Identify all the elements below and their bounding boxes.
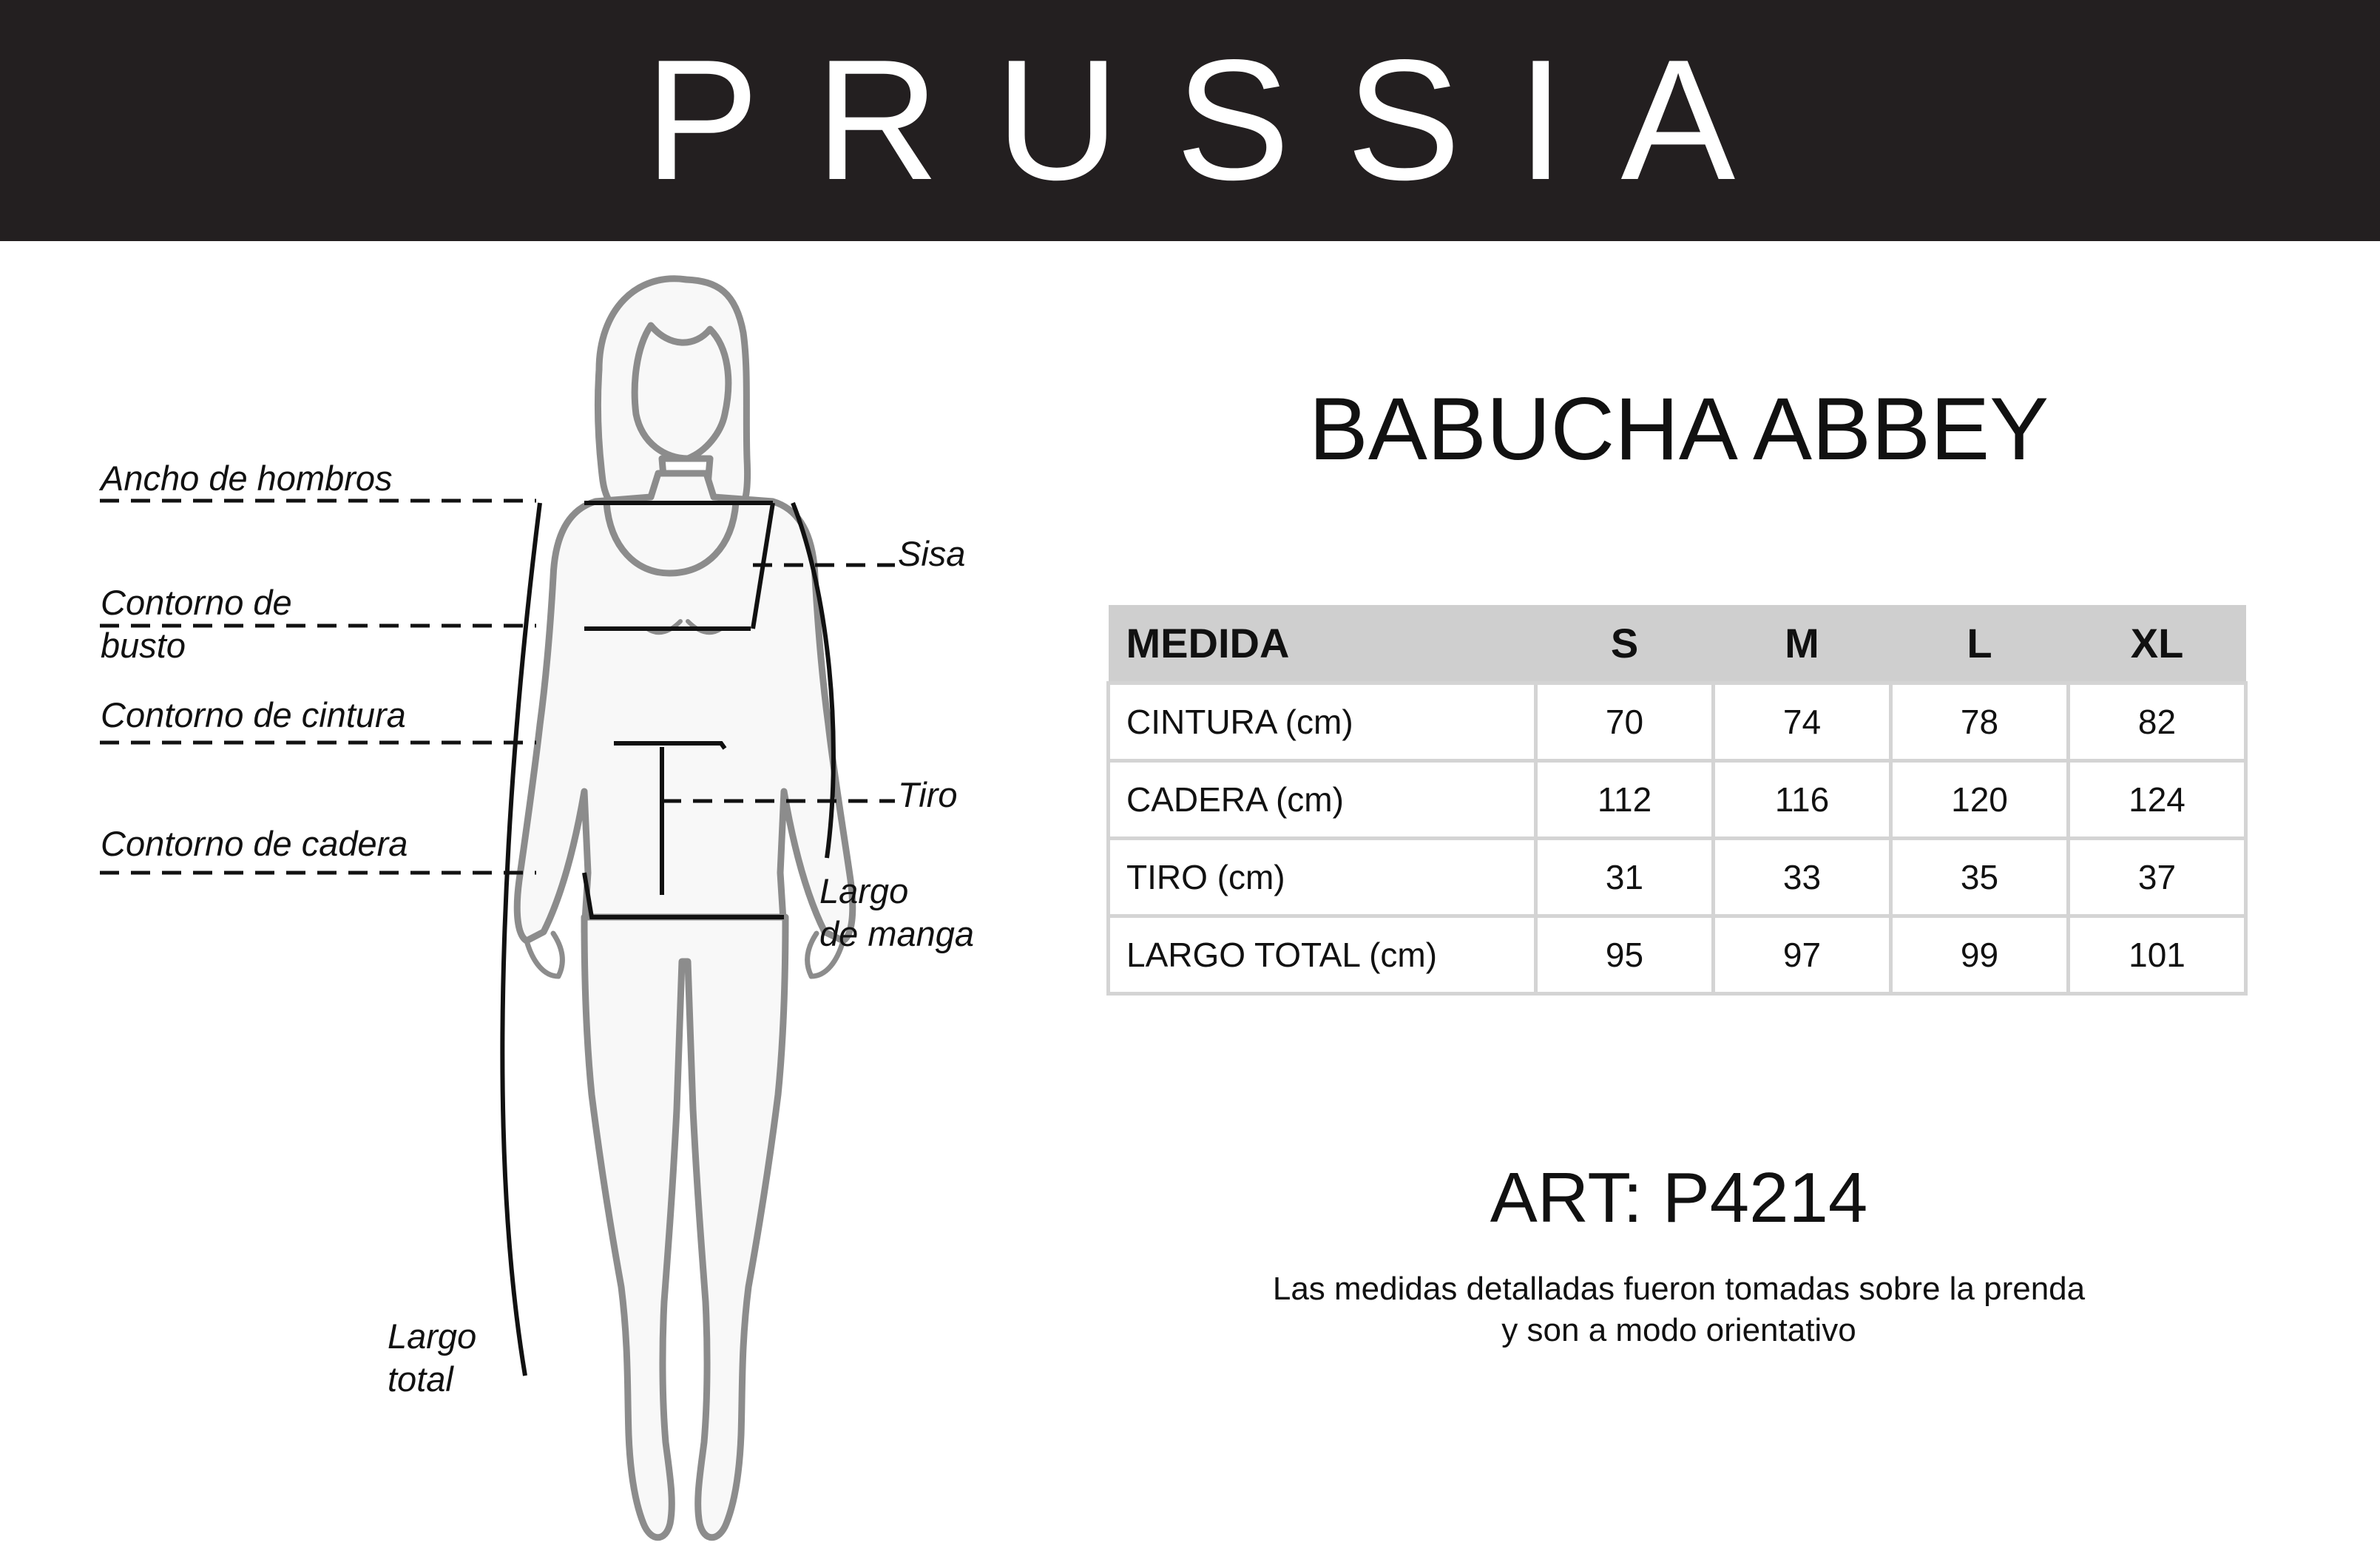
table-cell: 37 [2069,839,2246,916]
table-cell: 78 [1891,683,2069,761]
table-row [1109,839,2246,916]
label-total-length-line1: Largo [388,1316,477,1356]
face-shape [635,325,728,459]
table-row [1109,916,2246,994]
article-code: ART: P4214 [1490,1158,1868,1237]
label-sleeve-line1: Largo [819,871,909,910]
table-row [1109,761,2246,839]
table-cell: 95 [1536,916,1714,994]
note-line-1: Las medidas detalladas fueron tomadas sobre la prenda [1272,1271,2086,1307]
table-cell: 74 [1714,683,1891,761]
label-sleeve-line2: de manga [819,914,975,953]
row-label: CINTURA (cm) [1109,683,1536,761]
header-cell-l: L [1891,605,2069,683]
table-cell: 70 [1536,683,1714,761]
label-bust-line2: busto [101,626,186,665]
note-line-2: y son a modo orientativo [1501,1312,1856,1348]
table-cell: 124 [2069,761,2246,839]
table-cell: 116 [1714,761,1891,839]
torso-shape [517,473,853,941]
measurement-note [1109,1268,2248,1351]
table-cell: 112 [1536,761,1714,839]
table-row [1109,683,2246,761]
row-label: LARGO TOTAL (cm) [1109,916,1536,994]
label-bust-line1: Contorno de [101,583,292,622]
label-waist: Contorno de cintura [101,695,406,734]
table-cell: 120 [1891,761,2069,839]
label-shoulder-width: Ancho de hombros [101,459,393,498]
table-cell: 35 [1891,839,2069,916]
table-cell: 101 [2069,916,2246,994]
row-label: CADERA (cm) [1109,761,1536,839]
table-cell: 99 [1891,916,2069,994]
table-header-row [1109,605,2246,683]
legs-shape [584,917,785,1538]
brand-header [0,0,2380,241]
label-rise: Tiro [898,775,958,814]
brand-logo: PRUSSIA [644,24,1792,216]
table-cell: 31 [1536,839,1714,916]
table-cell: 97 [1714,916,1891,994]
header-cell-xl: XL [2069,605,2246,683]
label-total-length-line2: total [388,1359,453,1399]
measurement-figure [0,241,1065,1565]
label-hip: Contorno de cadera [101,824,408,863]
product-title: BABUCHA ABBEY [1308,379,2049,479]
header-cell-m: M [1714,605,1891,683]
header-cell-measure: MEDIDA [1109,605,1536,683]
size-table [1106,605,2248,996]
label-armhole: Sisa [898,534,966,573]
table-cell: 82 [2069,683,2246,761]
header-cell-s: S [1536,605,1714,683]
row-label: TIRO (cm) [1109,839,1536,916]
table-cell: 33 [1714,839,1891,916]
